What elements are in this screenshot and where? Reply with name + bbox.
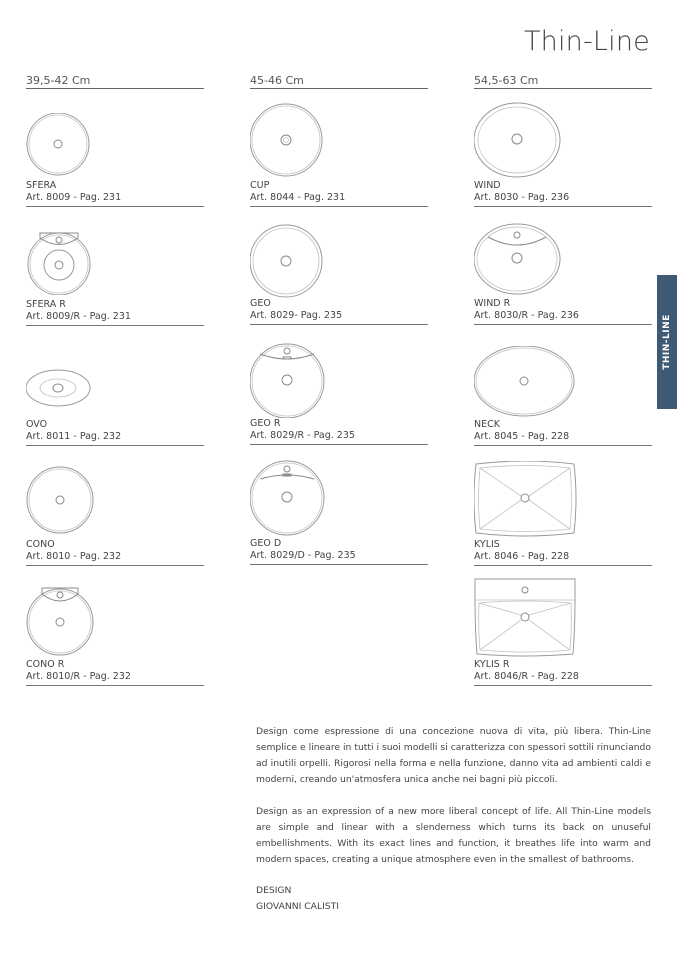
description-italian-text: Design come espressione di una concezione nuova di vita, più libera. Thin-Line semplice e lineare in tutti i suoi modelli si caratterizza con spessori sottili rinunciando ad inutili orpelli. Rigorosi nella forma e nella funzione, danno vita ad ambienti caldi e moderni, creando un'atmosfera unica anche nei bagni più piccoli. (256, 726, 651, 785)
product-article: Art. 8010/R - Pag. 232 (26, 671, 131, 682)
cup-drawing (250, 103, 428, 179)
divider (250, 206, 428, 207)
product-ovo[interactable] (26, 363, 204, 447)
product-article: Art. 8029/R - Pag. 235 (250, 430, 355, 441)
product-sfera[interactable] (26, 113, 204, 207)
product-cono-r[interactable] (26, 582, 204, 688)
divider (474, 685, 652, 686)
product-article: Art. 8046 - Pag. 228 (474, 551, 570, 562)
product-article: Art. 8030 - Pag. 236 (474, 192, 570, 203)
geo-r-drawing (250, 342, 428, 418)
divider (250, 324, 428, 325)
product-article: Art. 8009/R - Pag. 231 (26, 311, 131, 322)
divider (26, 685, 204, 686)
sfera-r-drawing (26, 229, 204, 295)
geo-drawing (250, 224, 428, 298)
product-geo[interactable] (250, 224, 428, 327)
divider (474, 565, 652, 566)
product-name: NECK (474, 419, 500, 430)
description-english (256, 804, 651, 868)
description-english-text: Design as an expression of a new more liberal concept of life. All Thin-Line models are simple and linear with a slenderness which turns its back on unuseful embellishments. With its exact lines and function, it breathes life into warm and modern spaces, creating a unique atmosphere even in the smallest of bathrooms. (256, 806, 651, 865)
product-geo-r[interactable] (250, 342, 428, 447)
divider (250, 444, 428, 445)
cono-drawing (26, 466, 204, 536)
divider (250, 564, 428, 565)
column-header-small: 39,5-42 Cm (26, 74, 204, 89)
product-name: SFERA R (26, 299, 66, 310)
divider (26, 445, 204, 446)
sfera-drawing (26, 113, 204, 179)
divider (474, 445, 652, 446)
neck-drawing (474, 346, 652, 418)
divider (474, 206, 652, 207)
design-label: DESIGN (256, 885, 292, 896)
product-article: Art. 8011 - Pag. 232 (26, 431, 122, 442)
product-name: GEO (250, 298, 271, 309)
column-header-large: 54,5-63 Cm (474, 74, 652, 89)
product-sfera-r[interactable] (26, 229, 204, 327)
product-article: Art. 8044 - Pag. 231 (250, 192, 346, 203)
product-name: GEO D (250, 538, 282, 549)
geo-d-drawing (250, 459, 428, 537)
product-name: KYLIS (474, 539, 500, 550)
kylis-drawing (474, 461, 652, 537)
wind-drawing (474, 102, 652, 178)
section-tab-label: THIN-LINE (662, 314, 672, 370)
product-name: WIND (474, 180, 501, 191)
cono-r-drawing (26, 582, 204, 656)
product-name: CONO R (26, 659, 65, 670)
product-name: CUP (250, 180, 270, 191)
product-cono[interactable] (26, 466, 204, 567)
description-italian (256, 724, 651, 788)
designer-credit (256, 883, 651, 915)
product-kylis-r[interactable] (474, 578, 652, 688)
product-article: Art. 8046/R - Pag. 228 (474, 671, 579, 682)
product-article: Art. 8029/D - Pag. 235 (250, 550, 356, 561)
product-name: WIND R (474, 298, 511, 309)
divider (26, 325, 204, 326)
designer-name: GIOVANNI CALISTI (256, 901, 339, 912)
product-geo-d[interactable] (250, 459, 428, 567)
product-wind[interactable] (474, 102, 652, 207)
product-kylis[interactable] (474, 461, 652, 567)
product-name: KYLIS R (474, 659, 510, 670)
product-name: SFERA (26, 180, 57, 191)
product-name: CONO (26, 539, 55, 550)
divider (26, 565, 204, 566)
product-article: Art. 8010 - Pag. 232 (26, 551, 122, 562)
product-name: OVO (26, 419, 48, 430)
product-cup[interactable] (250, 103, 428, 207)
page-title: Thin-Line (523, 26, 650, 57)
wind-r-drawing (474, 223, 652, 297)
column-header-medium: 45-46 Cm (250, 74, 428, 89)
divider (474, 324, 652, 325)
product-article: Art. 8029- Pag. 235 (250, 310, 343, 321)
divider (26, 206, 204, 207)
section-tab[interactable] (657, 275, 677, 409)
product-name: GEO R (250, 418, 281, 429)
product-wind-r[interactable] (474, 223, 652, 327)
product-article: Art. 8009 - Pag. 231 (26, 192, 122, 203)
product-neck[interactable] (474, 346, 652, 447)
product-article: Art. 8045 - Pag. 228 (474, 431, 570, 442)
product-article: Art. 8030/R - Pag. 236 (474, 310, 579, 321)
ovo-drawing (26, 363, 204, 418)
kylis-r-drawing (474, 578, 652, 658)
